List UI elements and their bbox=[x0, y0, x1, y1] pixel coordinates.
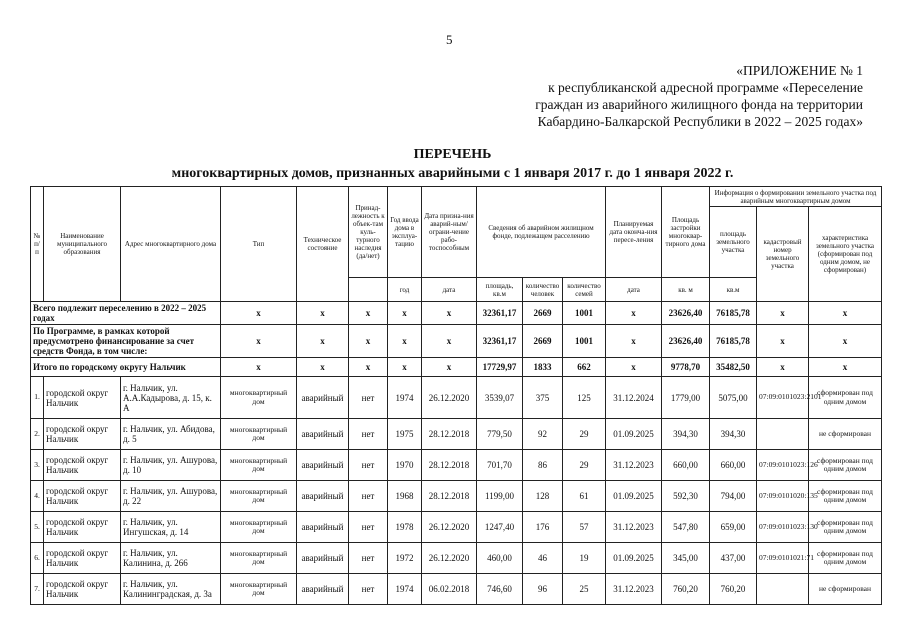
people-cell: 86 bbox=[523, 450, 563, 481]
header-row-1 bbox=[31, 187, 882, 207]
total-building-area: 23626,40 bbox=[662, 302, 710, 325]
total-x-mark: х bbox=[388, 325, 422, 358]
address-cell: г. Нальчик, ул. Ашурова, д. 10 bbox=[121, 450, 221, 481]
building-area-cell: 394,30 bbox=[662, 419, 710, 450]
total-x-mark: х bbox=[422, 325, 477, 358]
col-header-condition: Техническое состояние bbox=[297, 187, 349, 302]
total-area: 17729,97 bbox=[477, 358, 523, 377]
area-cell: 1199,00 bbox=[477, 481, 523, 512]
families-cell: 61 bbox=[563, 481, 606, 512]
municipality-cell: городской округ Нальчик bbox=[44, 419, 121, 450]
building-area-cell: 660,00 bbox=[662, 450, 710, 481]
land-char-cell: сформирован под одним домом bbox=[809, 512, 882, 543]
col-header-cadastral: кадастровый номер земельного участка bbox=[757, 207, 809, 302]
people-cell: 96 bbox=[523, 574, 563, 605]
row-number: 3. bbox=[31, 450, 44, 481]
condition-cell: аварийный bbox=[297, 574, 349, 605]
total-area: 32361,17 bbox=[477, 325, 523, 358]
land-area-cell: 660,00 bbox=[710, 450, 757, 481]
families-cell: 19 bbox=[563, 543, 606, 574]
type-cell: многоквартирный дом bbox=[221, 450, 297, 481]
unit-year: год bbox=[388, 278, 422, 302]
total-people: 1833 bbox=[523, 358, 563, 377]
unit-heritage-empty bbox=[349, 278, 388, 302]
area-cell: 779,50 bbox=[477, 419, 523, 450]
col-header-type: Тип bbox=[221, 187, 297, 302]
total-x-mark: х bbox=[606, 325, 662, 358]
total-row bbox=[31, 302, 882, 325]
total-families: 662 bbox=[563, 358, 606, 377]
table-row bbox=[31, 481, 882, 512]
area-cell: 3539,07 bbox=[477, 377, 523, 419]
total-x-mark: х bbox=[297, 302, 349, 325]
land-area-cell: 5075,00 bbox=[710, 377, 757, 419]
area-cell: 746,60 bbox=[477, 574, 523, 605]
planned-date-cell: 31.12.2023 bbox=[606, 450, 662, 481]
unit-area: площадь, кв.м bbox=[477, 278, 523, 302]
type-cell: многоквартирный дом bbox=[221, 574, 297, 605]
unit-date: дата bbox=[422, 278, 477, 302]
total-x-mark: х bbox=[422, 358, 477, 377]
row-number: 2. bbox=[31, 419, 44, 450]
heritage-cell: нет bbox=[349, 543, 388, 574]
municipality-cell: городской округ Нальчик bbox=[44, 512, 121, 543]
building-area-cell: 547,80 bbox=[662, 512, 710, 543]
total-x-mark: х bbox=[422, 302, 477, 325]
table-row bbox=[31, 543, 882, 574]
total-x-mark: х bbox=[809, 325, 882, 358]
land-area-cell: 659,00 bbox=[710, 512, 757, 543]
heritage-cell: нет bbox=[349, 512, 388, 543]
year-cell: 1978 bbox=[388, 512, 422, 543]
appendix-line-1: «ПРИЛОЖЕНИЕ № 1 bbox=[736, 63, 863, 78]
planned-date-cell: 31.12.2023 bbox=[606, 512, 662, 543]
building-area-cell: 760,20 bbox=[662, 574, 710, 605]
unit-planned-date: дата bbox=[606, 278, 662, 302]
total-label: По Программе, в рамках которой предусмотрено финансирование за счет средств Фонда, в том числе: bbox=[31, 325, 221, 358]
total-land-area: 76185,78 bbox=[710, 302, 757, 325]
appendix-line-2: к республиканской адресной программе «Переселение bbox=[548, 80, 863, 95]
table-row bbox=[31, 574, 882, 605]
row-number: 7. bbox=[31, 574, 44, 605]
land-char-cell: сформирован под одним домом bbox=[809, 450, 882, 481]
area-cell: 701,70 bbox=[477, 450, 523, 481]
recognition-date-cell: 26.12.2020 bbox=[422, 512, 477, 543]
col-header-address: Адрес многоквартирного дома bbox=[121, 187, 221, 302]
recognition-date-cell: 28.12.2018 bbox=[422, 419, 477, 450]
total-land-area: 76185,78 bbox=[710, 325, 757, 358]
row-number: 5. bbox=[31, 512, 44, 543]
families-cell: 29 bbox=[563, 450, 606, 481]
land-area-cell: 760,20 bbox=[710, 574, 757, 605]
municipality-cell: городской округ Нальчик bbox=[44, 450, 121, 481]
planned-date-cell: 31.12.2023 bbox=[606, 574, 662, 605]
total-people: 2669 bbox=[523, 302, 563, 325]
document-subtitle: многоквартирных домов, признанных аварийными с 1 января 2017 г. до 1 января 2022 г. bbox=[171, 166, 734, 181]
heritage-cell: нет bbox=[349, 574, 388, 605]
total-label: Всего подлежит переселению в 2022 – 2025 годах bbox=[31, 302, 221, 325]
table-row bbox=[31, 512, 882, 543]
unit-building-sqm: кв. м bbox=[662, 278, 710, 302]
total-x-mark: х bbox=[606, 302, 662, 325]
year-cell: 1974 bbox=[388, 574, 422, 605]
municipality-cell: городской округ Нальчик bbox=[44, 543, 121, 574]
col-header-emergency-info: Сведения об аварийном жилищном фонде, подлежащем расселению bbox=[477, 187, 606, 278]
year-cell: 1974 bbox=[388, 377, 422, 419]
total-families: 1001 bbox=[563, 325, 606, 358]
total-x-mark: х bbox=[349, 358, 388, 377]
row-number: 4. bbox=[31, 481, 44, 512]
cadastral-cell: 07:09:0101021:71 bbox=[757, 543, 809, 574]
address-cell: г. Нальчик, ул. Калининградская, д. 3а bbox=[121, 574, 221, 605]
recognition-date-cell: 28.12.2018 bbox=[422, 481, 477, 512]
cadastral-cell: 07:09:0101020:135 bbox=[757, 481, 809, 512]
people-cell: 375 bbox=[523, 377, 563, 419]
type-cell: многоквартирный дом bbox=[221, 419, 297, 450]
land-char-cell: не сформирован bbox=[809, 574, 882, 605]
address-cell: г. Нальчик, ул. Ингушская, д. 14 bbox=[121, 512, 221, 543]
municipality-cell: городской округ Нальчик bbox=[44, 481, 121, 512]
address-cell: г. Нальчик, ул. Ашурова, д. 22 bbox=[121, 481, 221, 512]
housing-register-table bbox=[30, 186, 882, 605]
total-building-area: 9778,70 bbox=[662, 358, 710, 377]
condition-cell: аварийный bbox=[297, 450, 349, 481]
planned-date-cell: 01.09.2025 bbox=[606, 543, 662, 574]
total-x-mark: х bbox=[388, 302, 422, 325]
type-cell: многоквартирный дом bbox=[221, 481, 297, 512]
people-cell: 128 bbox=[523, 481, 563, 512]
col-header-recognition: Дата призна-ния аварий-ным/ограни-чение рабо-тоспособным bbox=[422, 187, 477, 278]
land-area-cell: 437,00 bbox=[710, 543, 757, 574]
total-building-area: 23626,40 bbox=[662, 325, 710, 358]
year-cell: 1968 bbox=[388, 481, 422, 512]
table-row bbox=[31, 450, 882, 481]
address-cell: г. Нальчик, ул. А.А.Кадырова, д. 15, к. А bbox=[121, 377, 221, 419]
condition-cell: аварийный bbox=[297, 543, 349, 574]
total-label: Итого по городскому округу Нальчик bbox=[31, 358, 221, 377]
total-x-mark: х bbox=[349, 302, 388, 325]
cadastral-cell: 07:09:0101023:126 bbox=[757, 450, 809, 481]
families-cell: 29 bbox=[563, 419, 606, 450]
unit-people: количество человек bbox=[523, 278, 563, 302]
year-cell: 1970 bbox=[388, 450, 422, 481]
total-people: 2669 bbox=[523, 325, 563, 358]
appendix-line-4: Кабардино-Балкарской Республики в 2022 – 2025 годах» bbox=[537, 114, 863, 129]
col-header-heritage: Принад-лежность к объек-там куль-турного наследия (да/нет) bbox=[349, 187, 388, 278]
address-cell: г. Нальчик, ул. Калинина, д. 266 bbox=[121, 543, 221, 574]
total-x-mark: х bbox=[757, 358, 809, 377]
building-area-cell: 345,00 bbox=[662, 543, 710, 574]
total-land-area: 35482,50 bbox=[710, 358, 757, 377]
year-cell: 1972 bbox=[388, 543, 422, 574]
people-cell: 46 bbox=[523, 543, 563, 574]
row-number: 6. bbox=[31, 543, 44, 574]
land-char-cell: сформирован под одним домом bbox=[809, 377, 882, 419]
table-row bbox=[31, 377, 882, 419]
land-area-cell: 794,00 bbox=[710, 481, 757, 512]
recognition-date-cell: 06.02.2018 bbox=[422, 574, 477, 605]
total-x-mark: х bbox=[297, 325, 349, 358]
col-header-land-char: характеристика земельного участка (сформирован под одним домом, не сформирован) bbox=[809, 207, 882, 302]
address-cell: г. Нальчик, ул. Абидова, д. 5 bbox=[121, 419, 221, 450]
page-number: 5 bbox=[446, 32, 453, 47]
total-x-mark: х bbox=[606, 358, 662, 377]
total-row bbox=[31, 358, 882, 377]
condition-cell: аварийный bbox=[297, 377, 349, 419]
total-x-mark: х bbox=[757, 325, 809, 358]
condition-cell: аварийный bbox=[297, 419, 349, 450]
type-cell: многоквартирный дом bbox=[221, 543, 297, 574]
total-families: 1001 bbox=[563, 302, 606, 325]
col-header-municipality: Наименование муниципального образования bbox=[44, 187, 121, 302]
cadastral-cell: 07:09:0101023:2101 bbox=[757, 377, 809, 419]
type-cell: многоквартирный дом bbox=[221, 512, 297, 543]
building-area-cell: 1779,00 bbox=[662, 377, 710, 419]
appendix-line-3: граждан из аварийного жилищного фонда на территории bbox=[535, 97, 863, 112]
total-x-mark: х bbox=[809, 302, 882, 325]
heritage-cell: нет bbox=[349, 419, 388, 450]
people-cell: 92 bbox=[523, 419, 563, 450]
total-x-mark: х bbox=[349, 325, 388, 358]
land-area-cell: 394,30 bbox=[710, 419, 757, 450]
land-char-cell: сформирован под одним домом bbox=[809, 543, 882, 574]
total-row bbox=[31, 325, 882, 358]
total-x-mark: х bbox=[221, 325, 297, 358]
cadastral-cell: 07:09:0101023:130 bbox=[757, 512, 809, 543]
unit-land-sqm: кв.м bbox=[710, 278, 757, 302]
total-x-mark: х bbox=[221, 358, 297, 377]
recognition-date-cell: 26.12.2020 bbox=[422, 377, 477, 419]
families-cell: 25 bbox=[563, 574, 606, 605]
type-cell: многоквартирный дом bbox=[221, 377, 297, 419]
appendix-header bbox=[343, 62, 863, 130]
heritage-cell: нет bbox=[349, 377, 388, 419]
cadastral-cell bbox=[757, 574, 809, 605]
table-row bbox=[31, 419, 882, 450]
building-area-cell: 592,30 bbox=[662, 481, 710, 512]
recognition-date-cell: 26.12.2020 bbox=[422, 543, 477, 574]
row-number: 1. bbox=[31, 377, 44, 419]
total-x-mark: х bbox=[221, 302, 297, 325]
recognition-date-cell: 28.12.2018 bbox=[422, 450, 477, 481]
total-x-mark: х bbox=[809, 358, 882, 377]
col-header-land-info: Информация о формировании земельного участка под аварийным многоквартирным домом bbox=[710, 187, 882, 207]
condition-cell: аварийный bbox=[297, 512, 349, 543]
document-title: ПЕРЕЧЕНЬ bbox=[413, 147, 492, 162]
col-header-year: Год ввода дома в эксплуа-тацию bbox=[388, 187, 422, 278]
heritage-cell: нет bbox=[349, 481, 388, 512]
col-header-num: № п/п bbox=[31, 187, 44, 302]
total-x-mark: х bbox=[297, 358, 349, 377]
col-header-building-area: Площадь застройки многоквар-тирного дома bbox=[662, 187, 710, 278]
total-area: 32361,17 bbox=[477, 302, 523, 325]
col-header-land-area: площадь земельного участка bbox=[710, 207, 757, 278]
planned-date-cell: 01.09.2025 bbox=[606, 419, 662, 450]
heritage-cell: нет bbox=[349, 450, 388, 481]
total-x-mark: х bbox=[757, 302, 809, 325]
land-char-cell: сформирован под одним домом bbox=[809, 481, 882, 512]
col-header-planned-date: Планируемая дата оконча-ния пересе-ления bbox=[606, 187, 662, 278]
condition-cell: аварийный bbox=[297, 481, 349, 512]
area-cell: 460,00 bbox=[477, 543, 523, 574]
total-x-mark: х bbox=[388, 358, 422, 377]
land-char-cell: не сформирован bbox=[809, 419, 882, 450]
cadastral-cell bbox=[757, 419, 809, 450]
families-cell: 57 bbox=[563, 512, 606, 543]
municipality-cell: городской округ Нальчик bbox=[44, 377, 121, 419]
unit-families: количество семей bbox=[563, 278, 606, 302]
planned-date-cell: 01.09.2025 bbox=[606, 481, 662, 512]
planned-date-cell: 31.12.2024 bbox=[606, 377, 662, 419]
families-cell: 125 bbox=[563, 377, 606, 419]
people-cell: 176 bbox=[523, 512, 563, 543]
municipality-cell: городской округ Нальчик bbox=[44, 574, 121, 605]
area-cell: 1247,40 bbox=[477, 512, 523, 543]
year-cell: 1975 bbox=[388, 419, 422, 450]
